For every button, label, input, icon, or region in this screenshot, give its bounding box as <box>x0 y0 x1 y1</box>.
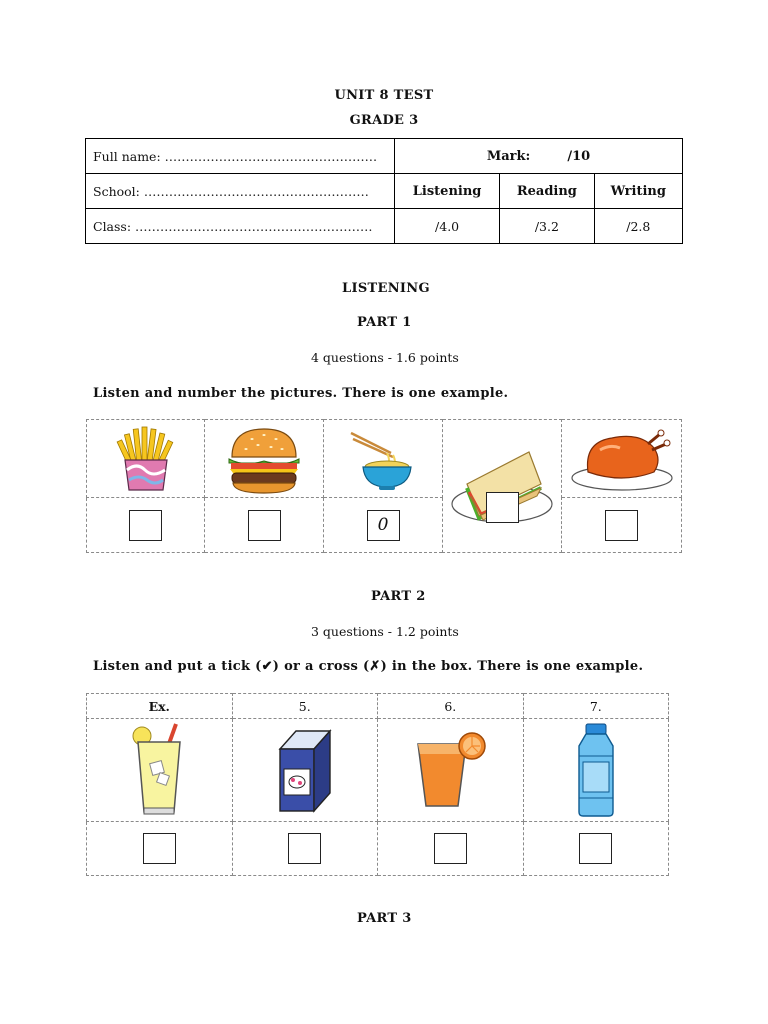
reading-score[interactable]: /3.2 <box>500 209 594 244</box>
water-bottle-icon <box>524 722 668 818</box>
picture-cell <box>232 719 377 822</box>
example-answer-box[interactable] <box>143 833 176 864</box>
picture-cell <box>378 719 524 822</box>
answer-cell <box>87 822 233 876</box>
answer-box[interactable] <box>248 510 281 541</box>
mark-label: Mark: <box>486 148 531 164</box>
part1-subtitle: 4 questions - 1.6 points <box>311 350 459 365</box>
section-title-listening: LISTENING <box>342 281 430 296</box>
school-field[interactable]: School: ……………………………………………… <box>86 174 395 209</box>
part2-instruction: Listen and put a tick (✔) or a cross (✗) in the box. There is one example. <box>93 659 644 674</box>
question-label-7: 7. <box>523 694 668 719</box>
picture-cell <box>205 420 324 498</box>
answer-cell <box>378 822 524 876</box>
answer-box-6[interactable] <box>434 833 467 864</box>
student-info-table <box>85 138 683 244</box>
answer-cell <box>523 822 668 876</box>
grade-title: GRADE 3 <box>349 113 419 128</box>
part1-instruction: Listen and number the pictures. There is one example. <box>93 386 509 401</box>
part3-title: PART 3 <box>357 911 412 926</box>
mark-cell <box>395 139 683 174</box>
listening-header: Listening <box>395 174 500 209</box>
answer-cell <box>324 498 443 553</box>
picture-cell <box>523 719 668 822</box>
answer-cell <box>232 822 377 876</box>
answer-cell <box>562 498 682 553</box>
reading-header: Reading <box>500 174 594 209</box>
class-field[interactable]: Class: ………………………………………………… <box>86 209 395 244</box>
answer-cell <box>87 498 205 553</box>
example-answer-box[interactable]: 0 <box>367 510 400 541</box>
answer-box[interactable] <box>486 492 519 523</box>
answer-cell <box>205 498 324 553</box>
answer-box-5[interactable] <box>288 833 321 864</box>
answer-box[interactable] <box>129 510 162 541</box>
burger-icon <box>205 423 323 495</box>
part2-subtitle: 3 questions - 1.2 points <box>311 624 459 639</box>
listening-score[interactable]: /4.0 <box>395 209 500 244</box>
roast-chicken-icon <box>562 426 681 492</box>
french-fries-icon <box>87 424 204 494</box>
writing-header: Writing <box>594 174 682 209</box>
picture-cell <box>87 420 205 498</box>
part2-title: PART 2 <box>371 589 426 604</box>
picture-cell <box>324 420 443 498</box>
answer-box-7[interactable] <box>579 833 612 864</box>
full-name-field[interactable]: Full name: …………………………………………… <box>86 139 395 174</box>
picture-cell <box>442 420 562 553</box>
orange-juice-icon <box>378 730 523 810</box>
unit-title: UNIT 8 TEST <box>334 88 434 103</box>
question-label-6: 6. <box>378 694 524 719</box>
writing-score[interactable]: /2.8 <box>594 209 682 244</box>
lemonade-icon <box>87 722 232 818</box>
picture-cell <box>562 420 682 498</box>
answer-box[interactable] <box>605 510 638 541</box>
part1-picture-grid <box>86 419 682 553</box>
part2-picture-grid <box>86 693 669 876</box>
part1-title: PART 1 <box>357 315 412 330</box>
picture-cell <box>87 719 233 822</box>
question-label-5: 5. <box>232 694 377 719</box>
example-label: Ex. <box>87 694 233 719</box>
milk-carton-icon <box>233 725 377 815</box>
noodles-icon <box>324 427 442 491</box>
mark-value: /10 <box>567 148 591 164</box>
